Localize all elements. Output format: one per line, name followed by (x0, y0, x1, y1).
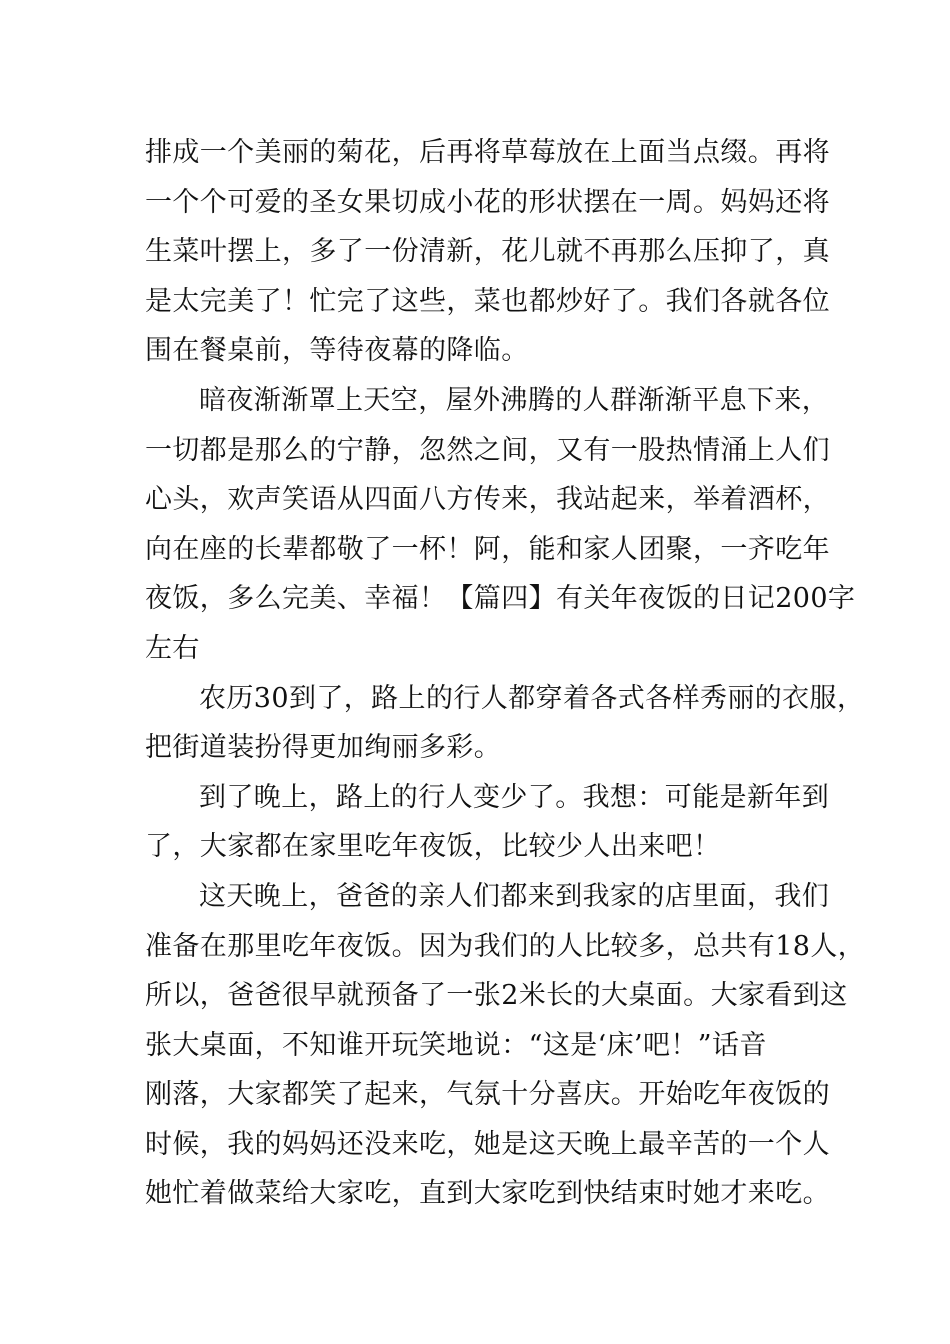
text-line: 一个个可爱的圣女果切成小花的形状摆在一周。妈妈还将 (145, 186, 830, 218)
text-line: 夜饭，多么完美、幸福！【篇四】有关年夜饭的日记200字 (145, 583, 856, 615)
paragraph-start-line: 到了晚上，路上的行人变少了。我想：可能是新年到 (199, 781, 830, 813)
text-line: 张大桌面，不知谁开玩笑地说：“这是‘床’吧！”话音 (145, 1029, 767, 1061)
text-line: 一切都是那么的宁静，忽然之间，又有一股热情涌上人们 (145, 434, 830, 466)
text-line: 她忙着做菜给大家吃，直到大家吃到快结束时她才来吃。 (145, 1178, 830, 1210)
text-line: 了，大家都在家里吃年夜饭，比较少人出来吧！ (145, 831, 721, 863)
text-line: 时候，我的妈妈还没来吃，她是这天晚上最辛苦的一个人 (145, 1128, 830, 1160)
text-line: 向在座的长辈都敬了一杯！阿，能和家人团聚，一齐吃年 (145, 533, 830, 565)
text-line: 准备在那里吃年夜饭。因为我们的人比较多，总共有18人， (145, 930, 866, 962)
text-line: 心头，欢声笑语从四面八方传来，我站起来，举着酒杯， (145, 484, 830, 516)
text-line: 围在餐桌前，等待夜幕的降临。 (145, 335, 529, 367)
text-line: 刚落，大家都笑了起来，气氛十分喜庆。开始吃年夜饭的 (145, 1079, 830, 1111)
paragraph-start-line: 暗夜渐渐罩上天空，屋外沸腾的人群渐渐平息下来， (199, 384, 830, 416)
text-line: 是太完美了！忙完了这些，菜也都炒好了。我们各就各位 (145, 285, 830, 317)
paragraph-start-line: 这天晚上，爸爸的亲人们都来到我家的店里面，我们 (199, 880, 830, 912)
body-text (145, 128, 866, 1219)
paragraph-start-line: 农历30到了，路上的行人都穿着各式各样秀丽的衣服， (199, 682, 865, 714)
text-line: 所以，爸爸很早就预备了一张2米长的大桌面。大家看到这 (145, 980, 848, 1012)
text-line: 生菜叶摆上，多了一份清新，花儿就不再那么压抑了，真 (145, 236, 830, 268)
text-line: 排成一个美丽的菊花，后再将草莓放在上面当点缀。再将 (145, 137, 830, 168)
text-line: 把街道装扮得更加绚丽多彩。 (145, 732, 502, 764)
text-line: 左右 (145, 632, 200, 664)
